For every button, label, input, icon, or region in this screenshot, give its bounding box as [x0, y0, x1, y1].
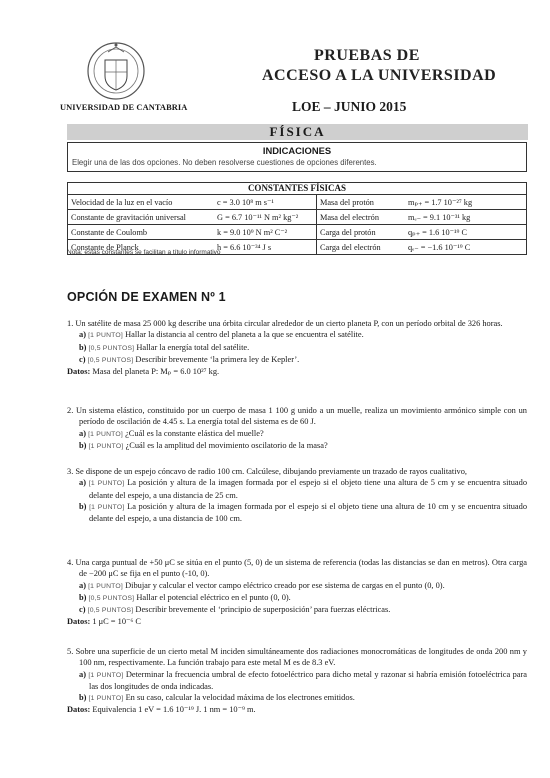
indications-title: INDICACIONES: [262, 145, 332, 156]
datos-text: Masa del planeta P: Mₚ = 6.0 10²⁷ kg.: [92, 367, 220, 377]
constant-name: Constante de Coulomb: [68, 225, 215, 240]
constant-value: c = 3.0 10⁸ m s⁻¹: [214, 195, 317, 210]
constant-value: mₚ₊ = 1.7 10⁻²⁷ kg: [405, 195, 527, 210]
constants-title: CONSTANTES FÍSICAS: [68, 183, 527, 195]
question-part-a: [67, 580, 527, 592]
subject-title: FÍSICA: [269, 124, 326, 139]
part-text: Dibujar y calcular el vector campo eléctrico creado por ese sistema de cargas en el punto (0, 0).: [125, 580, 445, 590]
question-3: [67, 466, 527, 524]
question-part-a: [67, 477, 527, 501]
constant-value: h = 6.6 10⁻³⁴ J s: [214, 240, 317, 255]
part-label: a): [79, 478, 86, 488]
part-label: b): [79, 501, 87, 511]
constant-value: mₑ₋ = 9.1 10⁻³¹ kg: [405, 210, 527, 225]
title-line-1: PRUEBAS DE: [314, 47, 420, 64]
question-stem: 3. Se dispone de un espejo cóncavo de radio 100 cm. Calcúlese, dibujando previamente un trazado de rayos cualitativo,: [67, 467, 468, 476]
title-line-2: ACCESO A LA UNIVERSIDAD: [262, 67, 497, 84]
question-part-a: [67, 428, 527, 440]
part-text: La posición y altura de la imagen formada por el espejo si el objeto tiene una altura de 5 cm y se encuentra situado delante del espejo, a una distancia de 25 cm.: [89, 478, 528, 500]
subject-bar: [67, 124, 528, 140]
part-text: Determinar la frecuencia umbral de efecto fotoeléctrico para dicho metal y razonar si habría emisión fotoeléctrica para las dos longitudes de onda indicadas.: [89, 669, 527, 691]
part-label: c): [79, 605, 86, 615]
university-name: UNIVERSIDAD DE CANTABRIA: [60, 103, 188, 112]
question-part-c: [67, 354, 527, 366]
constant-name: Carga del electrón: [317, 240, 406, 255]
question-stem: 2. Un sistema elástico, constituido por un cuerpo de masa 1 100 g unido a un muelle, realiza un movimiento armónico simple con un período de oscilación de 4.45 s. La energía total del sistema es de 60 J.: [67, 406, 527, 427]
question-part-b: [67, 692, 527, 704]
question-part-a: [67, 329, 527, 341]
question-part-a: [67, 669, 527, 693]
points-label: [1 PUNTO]: [88, 480, 125, 488]
constant-value: G = 6.7 10⁻¹¹ N m² kg⁻²: [214, 210, 317, 225]
points-label: [1 PUNTO]: [88, 582, 123, 590]
constant-value: qₑ₋ = −1.6 10⁻¹⁹ C: [405, 240, 527, 255]
question-part-b: [67, 342, 527, 354]
question-part-b: [67, 440, 527, 452]
question-data: [67, 704, 527, 715]
points-label: [0,5 PUNTOS]: [87, 607, 134, 615]
table-row: [68, 225, 527, 240]
university-seal-icon: [86, 40, 146, 102]
part-label: a): [79, 669, 86, 679]
question-4: [67, 557, 527, 628]
points-label: [0,5 PUNTOS]: [88, 344, 135, 352]
option-title: OPCIÓN DE EXAMEN Nº 1: [67, 290, 226, 304]
part-label: a): [79, 428, 86, 438]
datos-text: 1 μC = 10⁻⁶ C: [92, 617, 142, 627]
points-label: [1 PUNTO]: [88, 332, 123, 340]
table-row: [68, 210, 527, 225]
question-part-c: [67, 604, 527, 616]
question-data: [67, 366, 527, 377]
datos-text: Equivalencia 1 eV = 1.6 10⁻¹⁹ J. 1 nm = 10⁻⁹ m.: [92, 705, 256, 715]
part-label: c): [79, 354, 86, 364]
part-text: Describir brevemente ‘la primera ley de Kepler’.: [135, 354, 300, 364]
datos-label: Datos:: [67, 705, 91, 715]
part-text: ¿Cuál es la constante elástica del muelle?: [125, 428, 264, 438]
question-stem: 1. Un satélite de masa 25 000 kg describe una órbita circular alrededor de un cierto planeta P, con un período orbital de 326 horas.: [67, 319, 503, 328]
question-1: [67, 318, 527, 377]
constants-table: [67, 182, 527, 255]
part-label: b): [79, 440, 87, 450]
constant-value: k = 9.0 10⁹ N m² C⁻²: [214, 225, 317, 240]
part-text: La posición y altura de la imagen formada por el espejo si el objeto tiene una altura de 10 cm y se encuentra situado delante del espejo, a una distancia de 100 cm.: [89, 501, 528, 524]
constant-name: Masa del electrón: [317, 210, 406, 225]
constant-name: Carga del protón: [317, 225, 406, 240]
part-text: Hallar el potencial eléctrico en el punto (0, 0).: [136, 592, 291, 602]
question-2: [67, 405, 527, 452]
part-text: Hallar la distancia al centro del planeta a la que se encuentra el satélite.: [125, 330, 364, 340]
constants-note: Nota: estas constantes se facilitan a título informativo: [67, 249, 221, 256]
question-5: [67, 646, 527, 716]
table-row: [68, 195, 527, 210]
part-text: ¿Cuál es la amplitud del movimiento oscilatorio de la masa?: [125, 440, 328, 450]
question-stem: 5. Sobre una superficie de un cierto metal M inciden simultáneamente dos radiaciones monocromáticas de longitudes de onda 200 nm y 100 nm, respectivamente. La función trabajo para este metal M es de 8.3 eV.: [67, 647, 527, 668]
datos-label: Datos:: [67, 617, 91, 627]
points-label: [1 PUNTO]: [88, 695, 124, 703]
part-label: a): [79, 330, 86, 340]
points-label: [0,5 PUNTOS]: [87, 356, 134, 364]
part-label: b): [79, 342, 87, 352]
points-label: [1 PUNTO]: [89, 503, 125, 511]
question-part-b: [67, 592, 527, 604]
question-stem: 4. Una carga puntual de +50 μC se sitúa en el punto (5, 0) de un sistema de referencia (todas las distancias se dan en metros). Otra carga de −200 μC se fija en el punto (-10, 0).: [67, 558, 527, 579]
indications-box: [67, 142, 527, 172]
exam-session: LOE – JUNIO 2015: [292, 99, 407, 114]
part-label: b): [79, 693, 87, 703]
part-text: En su caso, calcular la velocidad máxima de los electrones emitidos.: [125, 693, 355, 703]
constant-name: Constante de gravitación universal: [68, 210, 215, 225]
part-label: b): [79, 592, 87, 602]
constant-name: Masa del protón: [317, 195, 406, 210]
constant-name: Constante de Planck: [68, 240, 215, 255]
points-label: [0,5 PUNTOS]: [88, 594, 135, 602]
points-label: [1 PUNTO]: [88, 430, 123, 438]
indications-text: Elegir una de las dos opciones. No deben resolverse cuestiones de opciones diferentes.: [72, 158, 377, 167]
part-text: Hallar la energía total del satélite.: [136, 342, 250, 352]
part-label: a): [79, 580, 86, 590]
points-label: [1 PUNTO]: [88, 442, 124, 450]
datos-label: Datos:: [67, 367, 91, 377]
part-text: Describir brevemente el ‘principio de superposición’ para fuerzas eléctricas.: [135, 605, 391, 615]
points-label: [1 PUNTO]: [88, 671, 124, 679]
constant-name: Velocidad de la luz en el vacío: [68, 195, 215, 210]
question-data: [67, 616, 527, 627]
constant-value: qₚ₊ = 1.6 10⁻¹⁹ C: [405, 225, 527, 240]
question-part-b: [67, 501, 527, 525]
